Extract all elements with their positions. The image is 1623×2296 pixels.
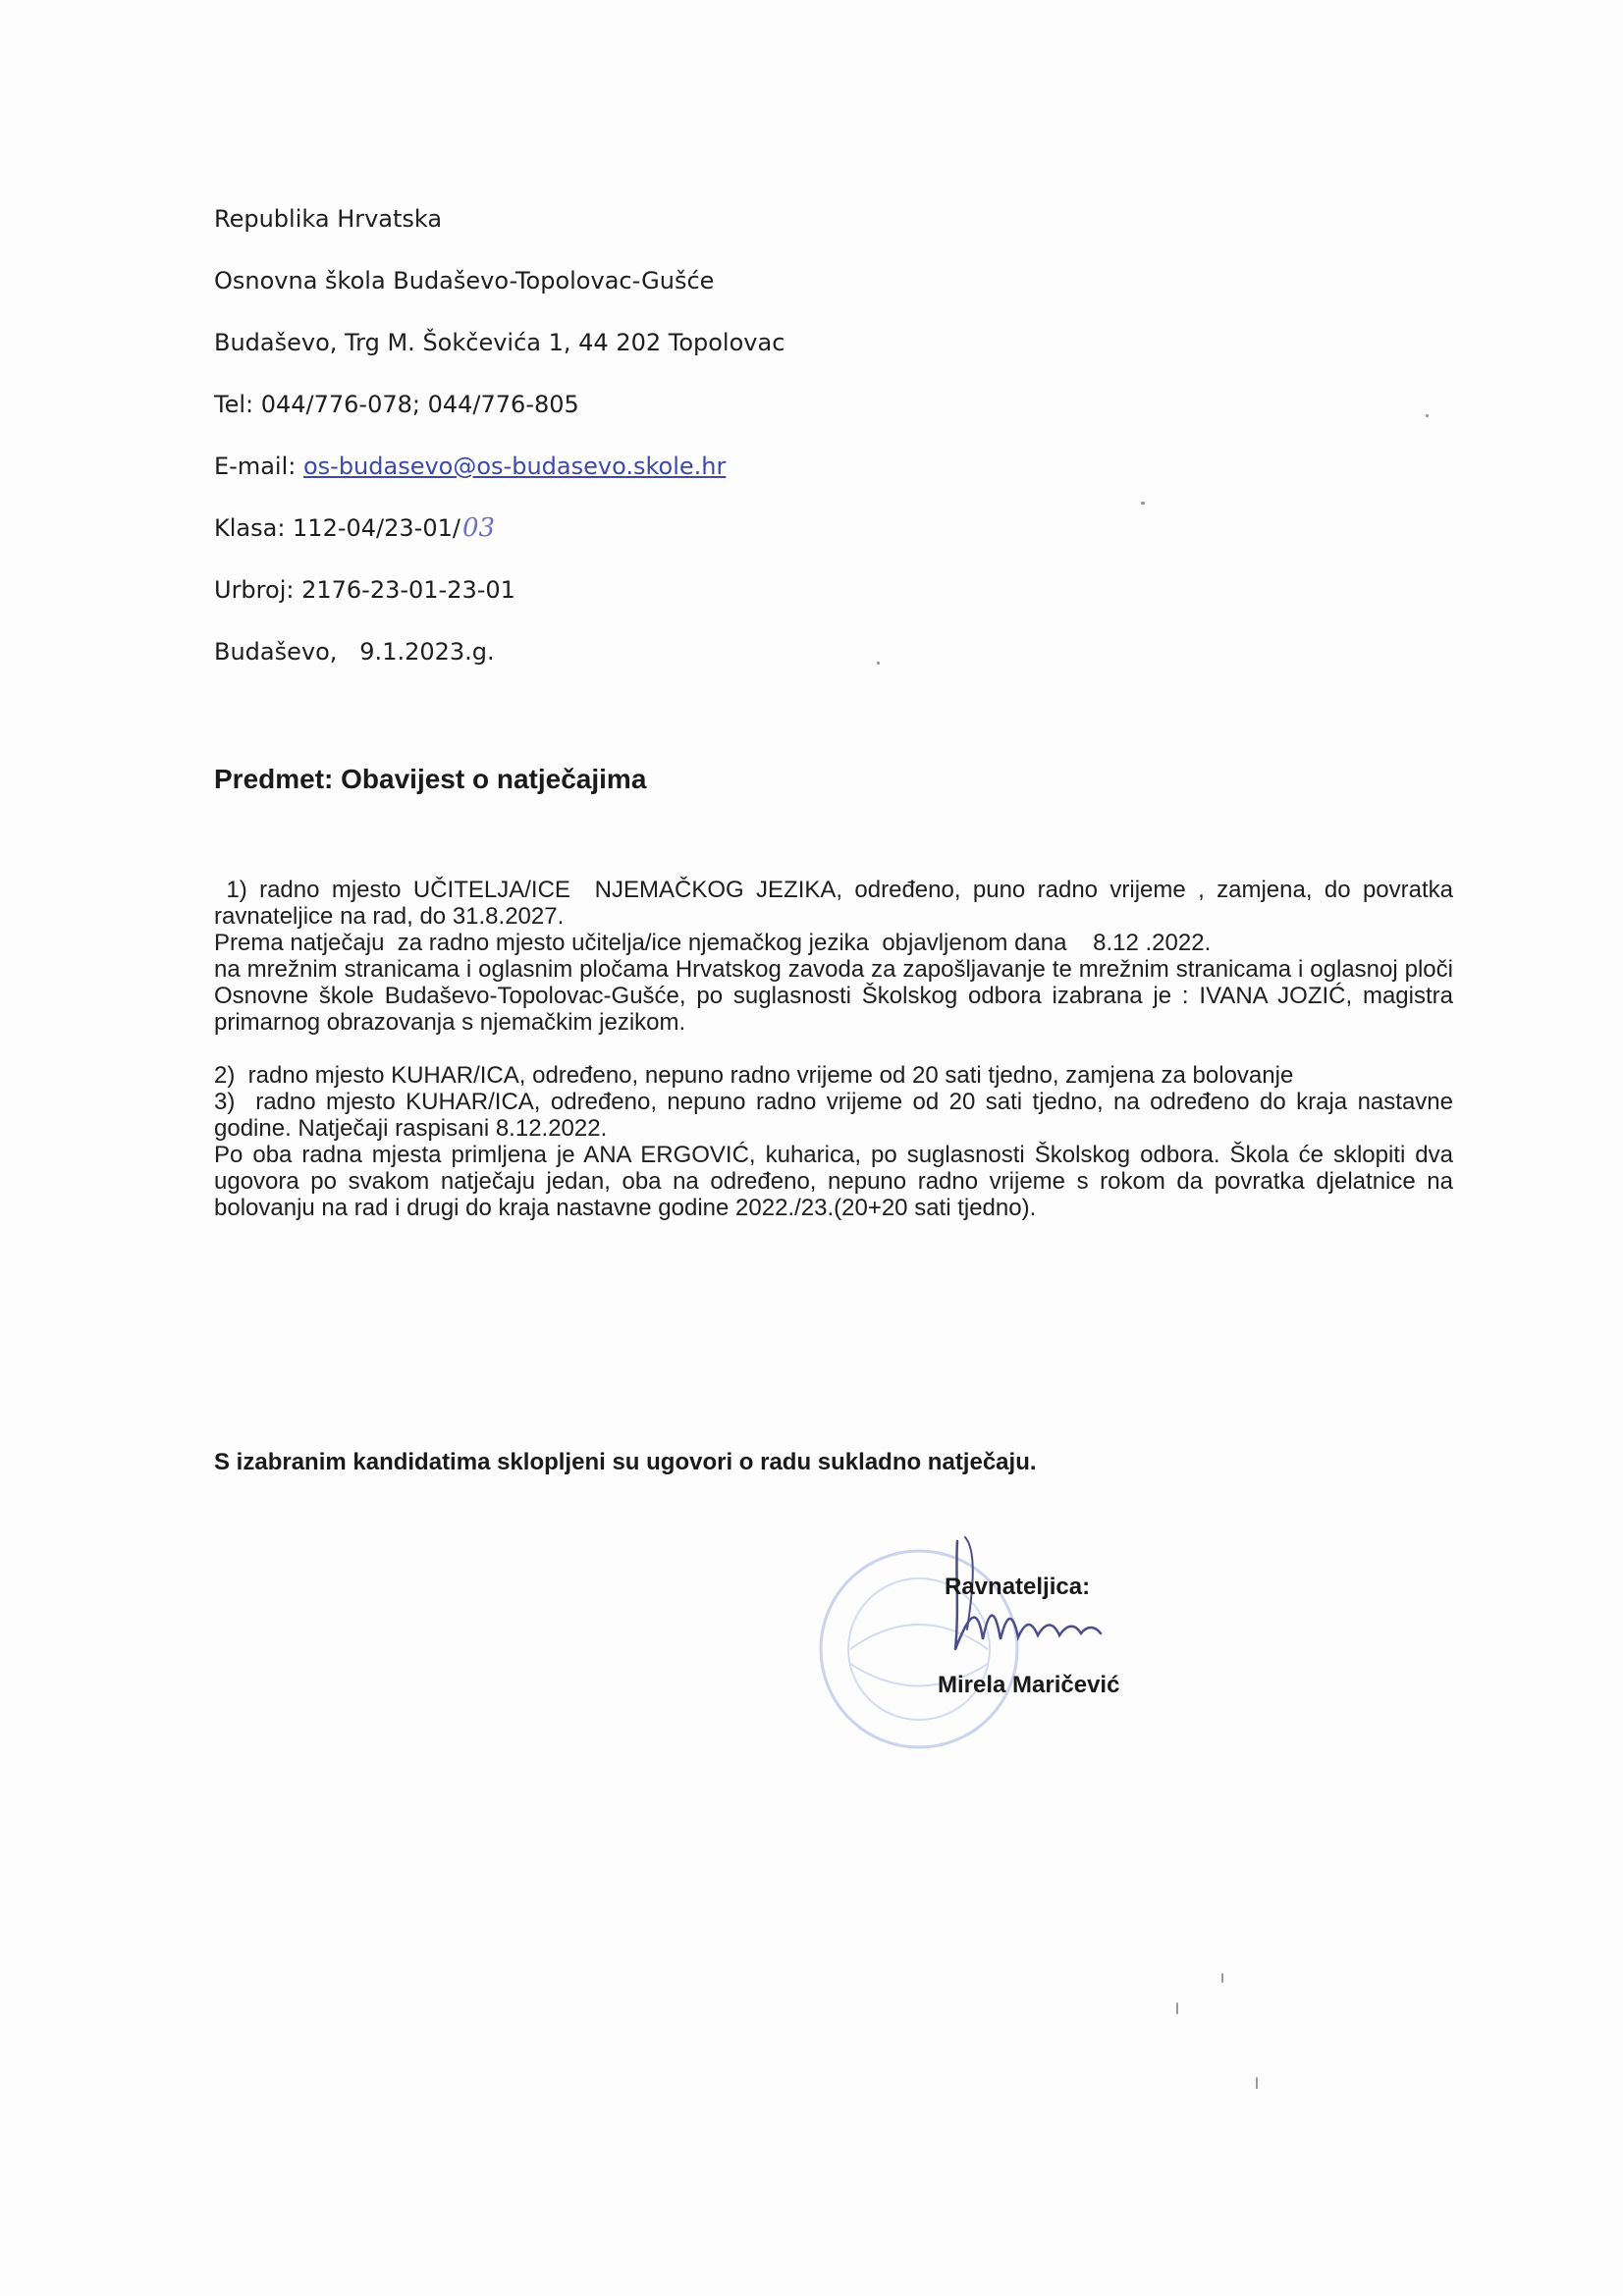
country-line: Republika Hrvatska	[214, 205, 443, 233]
klasa-handwritten-number: 03	[461, 513, 496, 543]
school-address: Budaševo, Trg M. Šokčevića 1, 44 202 Topolovac	[214, 329, 785, 356]
scan-speck	[1426, 414, 1429, 417]
paragraph-selection-2: Po oba radna mjesta primljena je ANA ERGOVIĆ, kuharica, po suglasnosti Školskog odbora. Škola će sklopiti dva ugovora po svakom natječaju jedan, oba na određeno, nepuno radno vrijeme s rokom da povratka djelatnice na bolovanju na rad i drugi do kraja nastavne godine 2022./23.(20+20 sati tjedno).	[214, 1142, 1453, 1221]
scan-speck	[1176, 2002, 1178, 2014]
paragraph-selection-1: na mrežnim stranicama i oglasnim pločama Hrvatskog zavoda za zapošljavanje te mrežnim stranicama i oglasnoj ploči Osnovne škole Budaševo-Topolovac-Gušće, po suglasnosti Školskog odbora izabrana je : IVANA JOZIĆ, magistra primarnog obrazovanja s njemačkim jezikom.	[214, 956, 1453, 1036]
signatory-title: Ravnateljica:	[945, 1574, 1091, 1600]
signatory-name: Mirela Maričević	[938, 1672, 1120, 1698]
paragraph-position-3: 3) radno mjesto KUHAR/ICA, određeno, nepuno radno vrijeme od 20 sati tjedno, na određeno do kraja nastavne godine. Natječaji raspisani 8.12.2022.	[214, 1089, 1460, 1142]
telephone-line: Tel: 044/776-078; 044/776-805	[214, 391, 579, 418]
paragraph-position-2: 2) radno mjesto KUHAR/ICA, određeno, nepuno radno vrijeme od 20 sati tjedno, zamjena za bolovanje	[214, 1062, 1294, 1089]
paragraph-competition-1: Prema natječaju za radno mjesto učitelja/ice njemačkog jezika objavljenom dana 8.12 .2022.	[214, 930, 1212, 956]
email-line	[214, 447, 1098, 508]
klasa-line	[214, 508, 1098, 570]
email-link[interactable]: os-budasevo@os-budasevo.skole.hr	[302, 453, 727, 480]
letterhead	[214, 199, 1098, 694]
date-line: Budaševo, 9.1.2023.g.	[214, 638, 495, 666]
urbroj-line: Urbroj: 2176-23-01-23-01	[214, 576, 515, 604]
scan-speck	[1141, 502, 1145, 505]
paragraph-position-1: 1) radno mjesto UČITELJA/ICE NJEMAČKOG JEZIKA, određeno, puno radno vrijeme , zamjena, do povratka ravnateljice na rad, do 31.8.2027.	[214, 877, 1460, 930]
scan-speck	[1221, 1973, 1223, 1983]
school-name: Osnovna škola Budaševo-Topolovac-Gušće	[214, 267, 715, 294]
paragraph-gap	[214, 1036, 1453, 1062]
scan-speck	[1256, 2077, 1258, 2089]
scan-speck	[877, 662, 880, 665]
klasa-label: Klasa: 112-04/23-01/	[214, 514, 460, 542]
email-label: E-mail:	[214, 453, 303, 480]
subject-heading: Predmet: Obavijest o natječajima	[214, 764, 647, 794]
closing-statement: S izabranim kandidatima sklopljeni su ugovori o radu sukladno natječaju.	[214, 1449, 1037, 1475]
letter-body	[214, 877, 1460, 1221]
